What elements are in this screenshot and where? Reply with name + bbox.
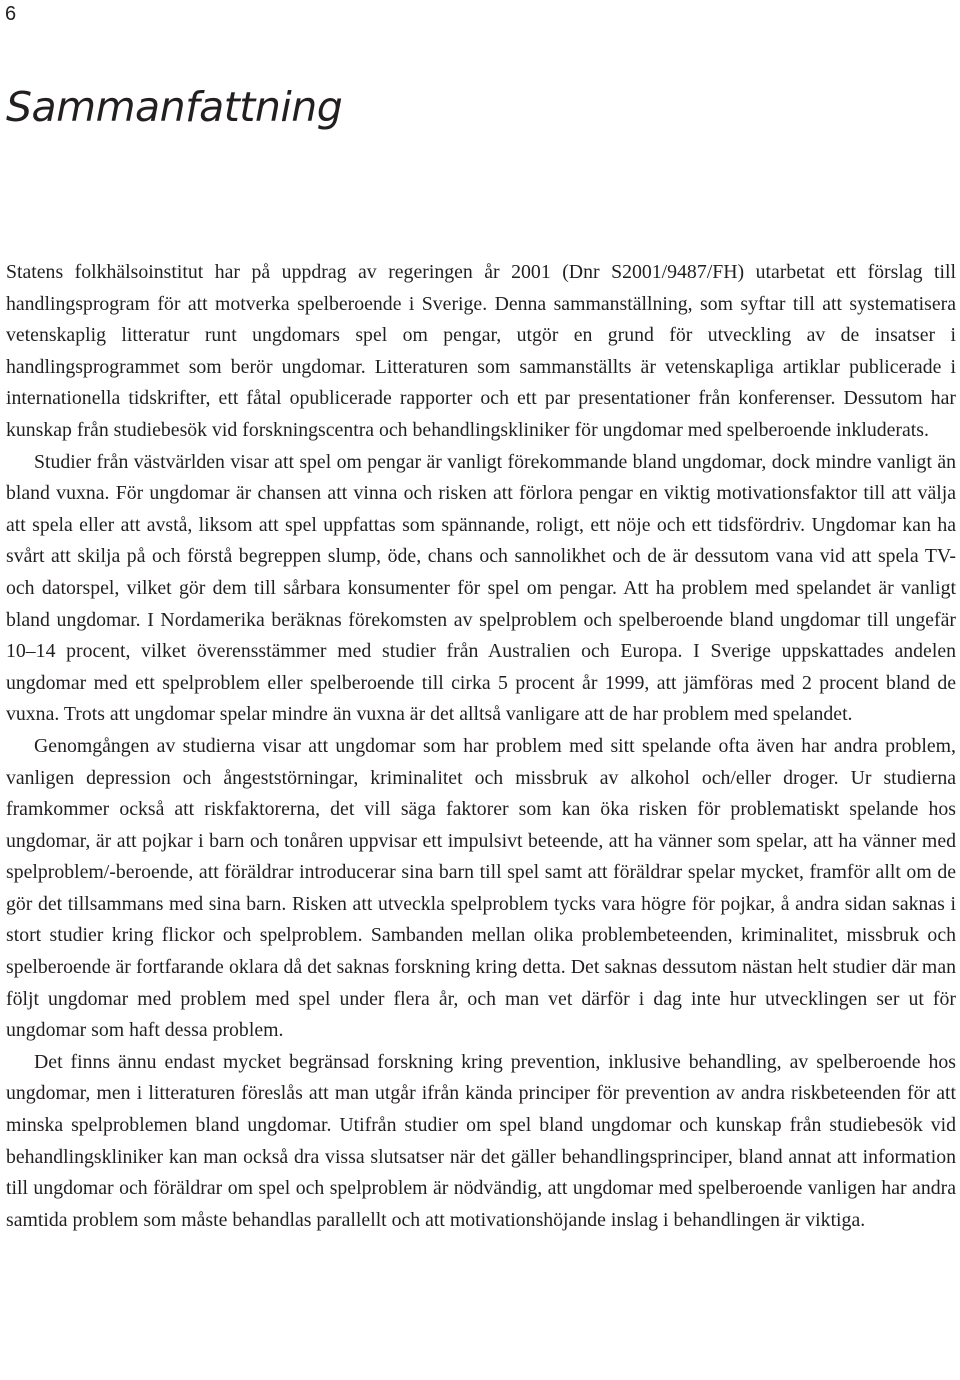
paragraph: Studier från västvärlden visar att spel om pengar är vanligt förekommande bland ungdomar, dock mindre vanligt än bland vuxna. För ungdomar är chansen att vinna och risken att förlora pengar en viktig motivationsfaktor till att välja att spela eller att avstå, liksom att spel uppfattas som spännande, roligt, ett nöje och ett tidsfördriv. Ungdomar kan ha svårt att skilja på och förstå begreppen slump, öde, chans och sannolikhet och de är dessutom vana vid att spela TV- och datorspel, vilket gör dem till sårbara konsumenter för spel om pengar. Att ha problem med spelandet är vanligt bland ungdomar. I Nordamerika beräknas förekomsten av spelproblem och spelberoende bland ungdomar till ungefär 10–14 procent, vilket överensstämmer med studier från Australien och Europa. I Sverige uppskattades andelen ungdomar med ett spelproblem eller spelberoende till cirka 5 procent år 1999, att jämföras med 2 procent bland de vuxna. Trots att ungdomar spelar mindre än vuxna är det alltså vanligare att de har problem med spelandet. xyxy=(6,450,956,726)
paragraph: Genomgången av studierna visar att ungdomar som har problem med sitt spelande ofta även har andra problem, vanligen depression och ångeststörningar, kriminalitet och missbruk av alkohol och/eller droger. Ur studierna framkommer också att riskfaktorerna, det vill säga faktorer som kan öka risken för problematiskt spelande hos ungdomar, är att pojkar i barn och tonåren uppvisar ett impulsivt beteende, att ha vänner som spelar, att ha vänner med spelproblem/-beroende, att föräldrar introducerar sina barn till spel samt att föräldrar spelar mycket, framför allt om de gör det tillsammans med sina barn. Risken att utveckla spelproblem tycks vara högre för pojkar, å andra sidan saknas i stort studier kring flickor och spelproblem. Sambanden mellan olika problembeteenden, kriminalitet, missbruk och spelberoende är fortfarande oklara då det saknas forskning kring detta. Det saknas dessutom nästan helt studier där man följt ungdomar med problem med spel under flera år, och man vet därför i dag inte hur utvecklingen ser ut för ungdomar som haft dessa problem. xyxy=(6,734,956,1042)
paragraph: Det finns ännu endast mycket begränsad forskning kring prevention, inklusive behandling, av spelberoende hos ungdomar, men i litteraturen föreslås att man utgår ifrån kända principer för prevention av andra riskbeteenden för att minska spelproblemen bland ungdomar. Utifrån studier om spel bland ungdomar och kunskap från studiebesök vid behandlingskliniker kan man också dra vissa slutsatser när det gäller behandlingsprinciper, bland annat att information till ungdomar och föräldrar om spel och spelproblem är nödvändig, att ungdomar med spelberoende vanligen har andra samtida problem som måste behandlas parallellt och att motivationshöjande inslag i behandlingen är viktiga. xyxy=(6,1050,956,1231)
page-number: 6 xyxy=(5,3,17,25)
body-text xyxy=(6,257,956,1236)
paragraph: Statens folkhälsoinstitut har på uppdrag av regeringen år 2001 (Dnr S2001/9487/FH) utarbetat ett förslag till handlingsprogram för att motverka spelberoende i Sverige. Denna sammanställning, som syftar till att systematisera vetenskaplig litteratur runt ungdomars spel om pengar, utgör en grund för utveckling av de insatser i handlingsprogrammet som berör ungdomar. Litteraturen som sammanställts är vetenskapliga artiklar publicerade i internationella tidskrifter, ett fåtal opublicerade rapporter och ett par presentationer från konferenser. Dessutom har kunskap från studiebesök vid forskningscentra och behandlingskliniker för ungdomar med spelberoende inkluderats. xyxy=(6,261,956,441)
page-title: Sammanfattning xyxy=(6,83,343,131)
